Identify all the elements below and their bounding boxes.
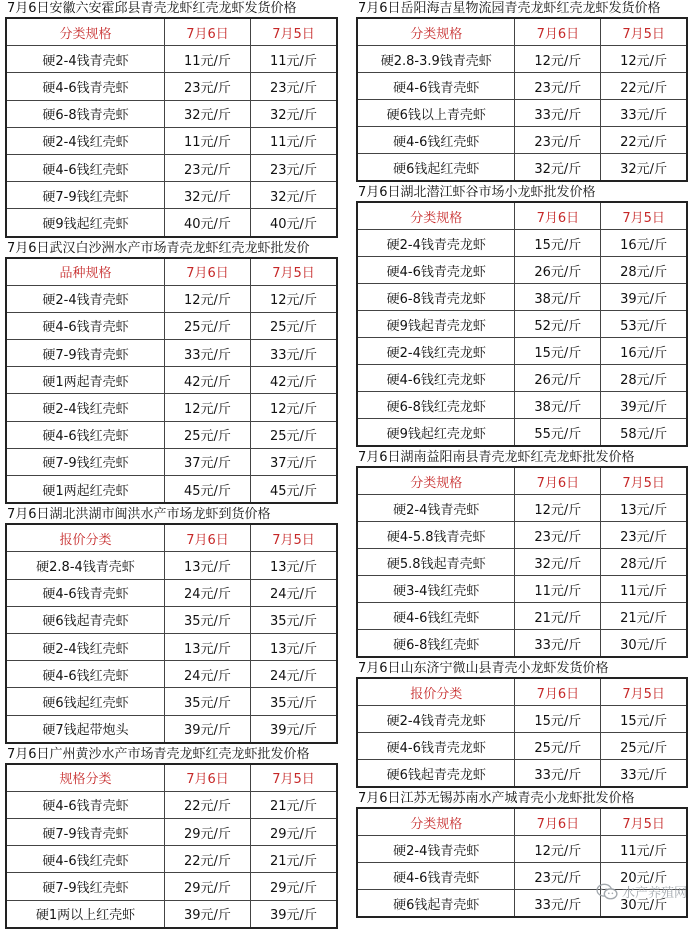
spec-cell: 硬6钱起青壳龙虾 bbox=[357, 760, 515, 788]
header-cell: 分类规格 bbox=[357, 18, 515, 46]
table-row bbox=[6, 715, 337, 743]
table-header-row bbox=[357, 467, 687, 495]
price-table bbox=[356, 677, 688, 788]
price-yesterday-cell: 11元/斤 bbox=[601, 836, 687, 863]
spec-cell: 硬4-6钱青壳虾 bbox=[357, 863, 515, 890]
table-row bbox=[357, 154, 687, 182]
price-today-cell: 40元/斤 bbox=[164, 209, 250, 237]
price-yesterday-cell: 24元/斤 bbox=[250, 579, 337, 606]
price-section bbox=[356, 660, 688, 788]
header-cell: 规格分类 bbox=[6, 764, 164, 792]
price-today-cell: 33元/斤 bbox=[515, 890, 601, 918]
spec-cell: 硬4-5.8钱青壳虾 bbox=[357, 522, 515, 549]
price-yesterday-cell: 22元/斤 bbox=[601, 73, 687, 100]
price-today-cell: 15元/斤 bbox=[515, 706, 601, 733]
section-title: 7月6日山东济宁微山县青壳小龙虾发货价格 bbox=[358, 661, 609, 676]
table-row bbox=[6, 100, 337, 127]
price-today-cell: 33元/斤 bbox=[515, 760, 601, 788]
spec-cell: 硬6-8钱红壳龙虾 bbox=[357, 392, 515, 419]
spec-cell: 硬6钱起红壳虾 bbox=[357, 154, 515, 182]
price-yesterday-cell: 39元/斤 bbox=[250, 900, 337, 928]
price-yesterday-cell: 21元/斤 bbox=[250, 791, 337, 818]
price-yesterday-cell: 23元/斤 bbox=[250, 154, 337, 181]
price-yesterday-cell: 11元/斤 bbox=[601, 576, 687, 603]
price-today-cell: 26元/斤 bbox=[515, 257, 601, 284]
spec-cell: 硬4-6钱青壳虾 bbox=[6, 791, 164, 818]
table-row bbox=[6, 873, 337, 900]
price-section bbox=[5, 0, 338, 238]
price-table bbox=[356, 466, 688, 658]
spec-cell: 硬2-4钱红壳虾 bbox=[6, 394, 164, 421]
table-row bbox=[6, 633, 337, 660]
price-today-cell: 32元/斤 bbox=[515, 549, 601, 576]
spec-cell: 硬4-6钱红壳虾 bbox=[6, 661, 164, 688]
price-yesterday-cell: 12元/斤 bbox=[601, 46, 687, 73]
price-today-cell: 12元/斤 bbox=[515, 836, 601, 863]
price-table bbox=[5, 763, 338, 929]
price-section bbox=[5, 240, 338, 505]
price-yesterday-cell: 25元/斤 bbox=[601, 733, 687, 760]
price-yesterday-cell: 37元/斤 bbox=[250, 448, 337, 475]
price-yesterday-cell: 25元/斤 bbox=[250, 421, 337, 448]
spec-cell: 硬7-9钱红壳虾 bbox=[6, 873, 164, 900]
spec-cell: 硬2-4钱青壳虾 bbox=[6, 285, 164, 312]
price-table bbox=[5, 523, 338, 744]
price-today-cell: 12元/斤 bbox=[164, 285, 250, 312]
table-row bbox=[6, 661, 337, 688]
header-cell: 7月5日 bbox=[601, 678, 687, 706]
header-cell: 7月6日 bbox=[164, 524, 250, 552]
price-today-cell: 23元/斤 bbox=[515, 127, 601, 154]
price-yesterday-cell: 22元/斤 bbox=[601, 127, 687, 154]
spec-cell: 硬7-9钱青壳虾 bbox=[6, 819, 164, 846]
price-yesterday-cell: 33元/斤 bbox=[601, 100, 687, 127]
header-cell: 分类规格 bbox=[357, 467, 515, 495]
price-today-cell: 55元/斤 bbox=[515, 419, 601, 447]
section-title: 7月6日江苏无锡苏南水产城青壳小龙虾批发价格 bbox=[358, 791, 635, 806]
spec-cell: 硬5.8钱起青壳虾 bbox=[357, 549, 515, 576]
spec-cell: 硬4-6钱红壳虾 bbox=[357, 127, 515, 154]
price-yesterday-cell: 24元/斤 bbox=[250, 661, 337, 688]
spec-cell: 硬4-6钱青壳虾 bbox=[6, 73, 164, 100]
table-row bbox=[6, 209, 337, 237]
price-yesterday-cell: 42元/斤 bbox=[250, 367, 337, 394]
header-cell: 7月6日 bbox=[164, 764, 250, 792]
header-cell: 7月6日 bbox=[515, 808, 601, 836]
price-today-cell: 11元/斤 bbox=[164, 46, 250, 73]
header-cell: 7月6日 bbox=[515, 18, 601, 46]
price-yesterday-cell: 28元/斤 bbox=[601, 257, 687, 284]
price-yesterday-cell: 30元/斤 bbox=[601, 630, 687, 658]
price-today-cell: 22元/斤 bbox=[164, 791, 250, 818]
price-yesterday-cell: 28元/斤 bbox=[601, 549, 687, 576]
price-section bbox=[356, 449, 688, 658]
table-header-row bbox=[357, 678, 687, 706]
price-today-cell: 39元/斤 bbox=[164, 900, 250, 928]
price-today-cell: 33元/斤 bbox=[515, 100, 601, 127]
header-cell: 7月5日 bbox=[601, 808, 687, 836]
spec-cell: 硬7-9钱红壳虾 bbox=[6, 448, 164, 475]
price-today-cell: 23元/斤 bbox=[164, 73, 250, 100]
price-today-cell: 12元/斤 bbox=[515, 495, 601, 522]
price-today-cell: 23元/斤 bbox=[515, 522, 601, 549]
header-cell: 7月6日 bbox=[515, 678, 601, 706]
header-cell: 报价分类 bbox=[357, 678, 515, 706]
spec-cell: 硬4-6钱红壳虾 bbox=[357, 603, 515, 630]
table-row bbox=[6, 476, 337, 504]
price-yesterday-cell: 16元/斤 bbox=[601, 338, 687, 365]
header-cell: 7月5日 bbox=[601, 467, 687, 495]
price-today-cell: 33元/斤 bbox=[164, 340, 250, 367]
price-yesterday-cell: 12元/斤 bbox=[250, 285, 337, 312]
price-yesterday-cell: 30元/斤 bbox=[601, 890, 687, 918]
header-cell: 7月5日 bbox=[250, 18, 337, 46]
table-row bbox=[357, 706, 687, 733]
price-today-cell: 12元/斤 bbox=[164, 394, 250, 421]
header-cell: 7月5日 bbox=[250, 258, 337, 286]
price-table bbox=[356, 807, 688, 918]
spec-cell: 硬2-4钱青壳龙虾 bbox=[357, 230, 515, 257]
price-yesterday-cell: 32元/斤 bbox=[250, 100, 337, 127]
price-today-cell: 23元/斤 bbox=[515, 73, 601, 100]
table-header-row bbox=[357, 18, 687, 46]
table-row bbox=[357, 495, 687, 522]
price-yesterday-cell: 35元/斤 bbox=[250, 606, 337, 633]
price-yesterday-cell: 39元/斤 bbox=[601, 392, 687, 419]
price-yesterday-cell: 11元/斤 bbox=[250, 46, 337, 73]
price-yesterday-cell: 21元/斤 bbox=[250, 846, 337, 873]
table-row bbox=[6, 154, 337, 181]
price-yesterday-cell: 45元/斤 bbox=[250, 476, 337, 504]
table-row bbox=[357, 284, 687, 311]
header-cell: 7月5日 bbox=[601, 202, 687, 230]
price-yesterday-cell: 13元/斤 bbox=[250, 552, 337, 579]
price-today-cell: 32元/斤 bbox=[164, 100, 250, 127]
left-column bbox=[5, 0, 338, 931]
price-today-cell: 15元/斤 bbox=[515, 230, 601, 257]
header-cell: 分类规格 bbox=[357, 808, 515, 836]
spec-cell: 硬2-4钱红壳虾 bbox=[6, 633, 164, 660]
spec-cell: 硬4-6钱青壳虾 bbox=[6, 579, 164, 606]
price-today-cell: 25元/斤 bbox=[515, 733, 601, 760]
spec-cell: 硬4-6钱红壳虾 bbox=[6, 846, 164, 873]
spec-cell: 硬4-6钱青壳虾 bbox=[357, 73, 515, 100]
price-section bbox=[5, 746, 338, 929]
table-row bbox=[357, 760, 687, 788]
header-cell: 7月6日 bbox=[164, 258, 250, 286]
price-today-cell: 23元/斤 bbox=[164, 154, 250, 181]
header-cell: 7月6日 bbox=[515, 202, 601, 230]
spec-cell: 硬6钱以上青壳虾 bbox=[357, 100, 515, 127]
header-cell: 分类规格 bbox=[6, 18, 164, 46]
price-today-cell: 42元/斤 bbox=[164, 367, 250, 394]
right-column bbox=[356, 0, 688, 920]
price-today-cell: 24元/斤 bbox=[164, 661, 250, 688]
spec-cell: 硬2-4钱青壳虾 bbox=[6, 46, 164, 73]
price-yesterday-cell: 11元/斤 bbox=[250, 127, 337, 154]
spec-cell: 硬6-8钱青壳龙虾 bbox=[357, 284, 515, 311]
price-yesterday-cell: 29元/斤 bbox=[250, 873, 337, 900]
spec-cell: 硬9钱起青壳龙虾 bbox=[357, 311, 515, 338]
spec-cell: 硬2.8-4钱青壳虾 bbox=[6, 552, 164, 579]
table-row bbox=[6, 846, 337, 873]
table-row bbox=[357, 127, 687, 154]
table-row bbox=[357, 100, 687, 127]
wechat-icon bbox=[596, 883, 618, 901]
price-today-cell: 37元/斤 bbox=[164, 448, 250, 475]
price-today-cell: 11元/斤 bbox=[515, 576, 601, 603]
price-today-cell: 12元/斤 bbox=[515, 46, 601, 73]
section-title: 7月6日湖北潜江虾谷市场小龙虾批发价格 bbox=[358, 185, 596, 200]
table-row bbox=[357, 522, 687, 549]
table-header-row bbox=[6, 258, 337, 286]
table-row bbox=[357, 311, 687, 338]
table-row bbox=[357, 73, 687, 100]
spec-cell: 硬7钱起带炮头 bbox=[6, 715, 164, 743]
watermark-text: 水产养殖网 bbox=[621, 886, 687, 901]
price-today-cell: 39元/斤 bbox=[164, 715, 250, 743]
watermark bbox=[596, 882, 687, 901]
price-yesterday-cell: 35元/斤 bbox=[250, 688, 337, 715]
spec-cell: 硬6-8钱青壳虾 bbox=[6, 100, 164, 127]
price-today-cell: 38元/斤 bbox=[515, 392, 601, 419]
price-yesterday-cell: 23元/斤 bbox=[250, 73, 337, 100]
table-row bbox=[6, 367, 337, 394]
spec-cell: 硬4-6钱红壳虾 bbox=[6, 421, 164, 448]
header-cell: 7月5日 bbox=[250, 524, 337, 552]
price-today-cell: 24元/斤 bbox=[164, 579, 250, 606]
spec-cell: 硬6-8钱红壳虾 bbox=[357, 630, 515, 658]
table-header-row bbox=[357, 808, 687, 836]
price-today-cell: 21元/斤 bbox=[515, 603, 601, 630]
table-row bbox=[6, 127, 337, 154]
price-section bbox=[356, 184, 688, 447]
table-row bbox=[6, 819, 337, 846]
table-row bbox=[6, 285, 337, 312]
spec-cell: 硬4-6钱青壳虾 bbox=[6, 312, 164, 339]
price-yesterday-cell: 39元/斤 bbox=[601, 284, 687, 311]
price-today-cell: 15元/斤 bbox=[515, 338, 601, 365]
price-yesterday-cell: 21元/斤 bbox=[601, 603, 687, 630]
spec-cell: 硬9钱起红壳龙虾 bbox=[357, 419, 515, 447]
section-title: 7月6日武汉白沙洲水产市场青壳龙虾红壳龙虾批发价 bbox=[7, 240, 310, 256]
spec-cell: 硬7-9钱青壳虾 bbox=[6, 340, 164, 367]
section-title: 7月6日安徽六安霍邱县青壳龙虾红壳龙虾发货价格 bbox=[7, 1, 297, 16]
table-row bbox=[6, 73, 337, 100]
price-table bbox=[356, 17, 688, 182]
spec-cell: 硬2-4钱青壳虾 bbox=[357, 836, 515, 863]
spec-cell: 硬4-6钱红壳虾 bbox=[6, 154, 164, 181]
spec-cell: 硬2-4钱红壳龙虾 bbox=[357, 338, 515, 365]
price-today-cell: 35元/斤 bbox=[164, 688, 250, 715]
spec-cell: 硬7-9钱红壳虾 bbox=[6, 182, 164, 209]
table-row bbox=[357, 630, 687, 658]
spec-cell: 硬6钱起青壳虾 bbox=[6, 606, 164, 633]
price-today-cell: 25元/斤 bbox=[164, 421, 250, 448]
price-table bbox=[5, 257, 338, 505]
header-cell: 7月6日 bbox=[164, 18, 250, 46]
spec-cell: 硬4-6钱青壳龙虾 bbox=[357, 257, 515, 284]
price-today-cell: 25元/斤 bbox=[164, 312, 250, 339]
section-title: 7月6日湖南益阳南县青壳龙虾红壳龙虾批发价格 bbox=[358, 450, 635, 465]
price-yesterday-cell: 25元/斤 bbox=[250, 312, 337, 339]
spec-cell: 硬2-4钱青壳虾 bbox=[357, 495, 515, 522]
price-yesterday-cell: 23元/斤 bbox=[601, 522, 687, 549]
price-yesterday-cell: 15元/斤 bbox=[601, 706, 687, 733]
header-cell: 7月5日 bbox=[250, 764, 337, 792]
spec-cell: 硬2.8-3.9钱青壳虾 bbox=[357, 46, 515, 73]
table-row bbox=[357, 419, 687, 447]
price-yesterday-cell: 53元/斤 bbox=[601, 311, 687, 338]
price-today-cell: 29元/斤 bbox=[164, 873, 250, 900]
table-row bbox=[6, 394, 337, 421]
price-yesterday-cell: 40元/斤 bbox=[250, 209, 337, 237]
price-today-cell: 32元/斤 bbox=[515, 154, 601, 182]
table-row bbox=[6, 606, 337, 633]
table-header-row bbox=[6, 524, 337, 552]
price-yesterday-cell: 28元/斤 bbox=[601, 365, 687, 392]
table-row bbox=[357, 603, 687, 630]
price-today-cell: 38元/斤 bbox=[515, 284, 601, 311]
table-row bbox=[357, 836, 687, 863]
price-today-cell: 29元/斤 bbox=[164, 819, 250, 846]
table-header-row bbox=[6, 18, 337, 46]
table-row bbox=[357, 365, 687, 392]
price-today-cell: 13元/斤 bbox=[164, 633, 250, 660]
price-yesterday-cell: 16元/斤 bbox=[601, 230, 687, 257]
table-row bbox=[357, 230, 687, 257]
section-title: 7月6日广州黄沙水产市场青壳龙虾红壳龙虾批发价格 bbox=[7, 746, 310, 762]
price-today-cell: 32元/斤 bbox=[164, 182, 250, 209]
header-cell: 分类规格 bbox=[357, 202, 515, 230]
price-yesterday-cell: 32元/斤 bbox=[601, 154, 687, 182]
price-today-cell: 45元/斤 bbox=[164, 476, 250, 504]
spec-cell: 硬1两起红壳虾 bbox=[6, 476, 164, 504]
price-yesterday-cell: 33元/斤 bbox=[250, 340, 337, 367]
price-today-cell: 13元/斤 bbox=[164, 552, 250, 579]
price-yesterday-cell: 58元/斤 bbox=[601, 419, 687, 447]
price-yesterday-cell: 39元/斤 bbox=[250, 715, 337, 743]
price-yesterday-cell: 20元/斤 bbox=[601, 863, 687, 890]
price-section bbox=[5, 506, 338, 744]
table-row bbox=[6, 312, 337, 339]
table-row bbox=[6, 340, 337, 367]
table-row bbox=[357, 392, 687, 419]
table-row bbox=[6, 688, 337, 715]
price-yesterday-cell: 12元/斤 bbox=[250, 394, 337, 421]
table-row bbox=[6, 552, 337, 579]
spec-cell: 硬1两以上红壳虾 bbox=[6, 900, 164, 928]
spec-cell: 硬2-4钱红壳虾 bbox=[6, 127, 164, 154]
price-today-cell: 23元/斤 bbox=[515, 863, 601, 890]
table-row bbox=[357, 338, 687, 365]
table-row bbox=[6, 182, 337, 209]
table-row bbox=[6, 579, 337, 606]
price-today-cell: 22元/斤 bbox=[164, 846, 250, 873]
spec-cell: 硬3-4钱红壳虾 bbox=[357, 576, 515, 603]
spec-cell: 硬4-6钱青壳龙虾 bbox=[357, 733, 515, 760]
price-yesterday-cell: 13元/斤 bbox=[601, 495, 687, 522]
price-yesterday-cell: 29元/斤 bbox=[250, 819, 337, 846]
table-row bbox=[357, 576, 687, 603]
price-today-cell: 33元/斤 bbox=[515, 630, 601, 658]
price-today-cell: 35元/斤 bbox=[164, 606, 250, 633]
spec-cell: 硬2-4钱青壳龙虾 bbox=[357, 706, 515, 733]
price-table bbox=[5, 17, 338, 238]
table-row bbox=[357, 46, 687, 73]
spec-cell: 硬1两起青壳虾 bbox=[6, 367, 164, 394]
table-row bbox=[6, 448, 337, 475]
spec-cell: 硬6钱起青壳虾 bbox=[357, 890, 515, 918]
section-title: 7月6日岳阳海吉星物流园青壳龙虾红壳龙虾发货价格 bbox=[358, 1, 661, 16]
price-today-cell: 11元/斤 bbox=[164, 127, 250, 154]
section-title: 7月6日湖北洪湖市闽洪水产市场龙虾到货价格 bbox=[7, 507, 271, 523]
table-header-row bbox=[6, 764, 337, 792]
header-cell: 品种规格 bbox=[6, 258, 164, 286]
price-today-cell: 52元/斤 bbox=[515, 311, 601, 338]
table-row bbox=[357, 257, 687, 284]
price-today-cell: 26元/斤 bbox=[515, 365, 601, 392]
table-row bbox=[6, 46, 337, 73]
table-row bbox=[357, 733, 687, 760]
header-cell: 7月5日 bbox=[601, 18, 687, 46]
header-cell: 7月6日 bbox=[515, 467, 601, 495]
table-row bbox=[357, 549, 687, 576]
spec-cell: 硬4-6钱红壳龙虾 bbox=[357, 365, 515, 392]
spec-cell: 硬9钱起红壳虾 bbox=[6, 209, 164, 237]
spec-cell: 硬6钱起红壳虾 bbox=[6, 688, 164, 715]
header-cell: 报价分类 bbox=[6, 524, 164, 552]
price-table bbox=[356, 201, 688, 447]
table-row bbox=[6, 421, 337, 448]
table-row bbox=[6, 791, 337, 818]
price-section bbox=[356, 0, 688, 182]
table-row bbox=[6, 900, 337, 928]
price-yesterday-cell: 13元/斤 bbox=[250, 633, 337, 660]
price-yesterday-cell: 32元/斤 bbox=[250, 182, 337, 209]
price-yesterday-cell: 33元/斤 bbox=[601, 760, 687, 788]
table-header-row bbox=[357, 202, 687, 230]
